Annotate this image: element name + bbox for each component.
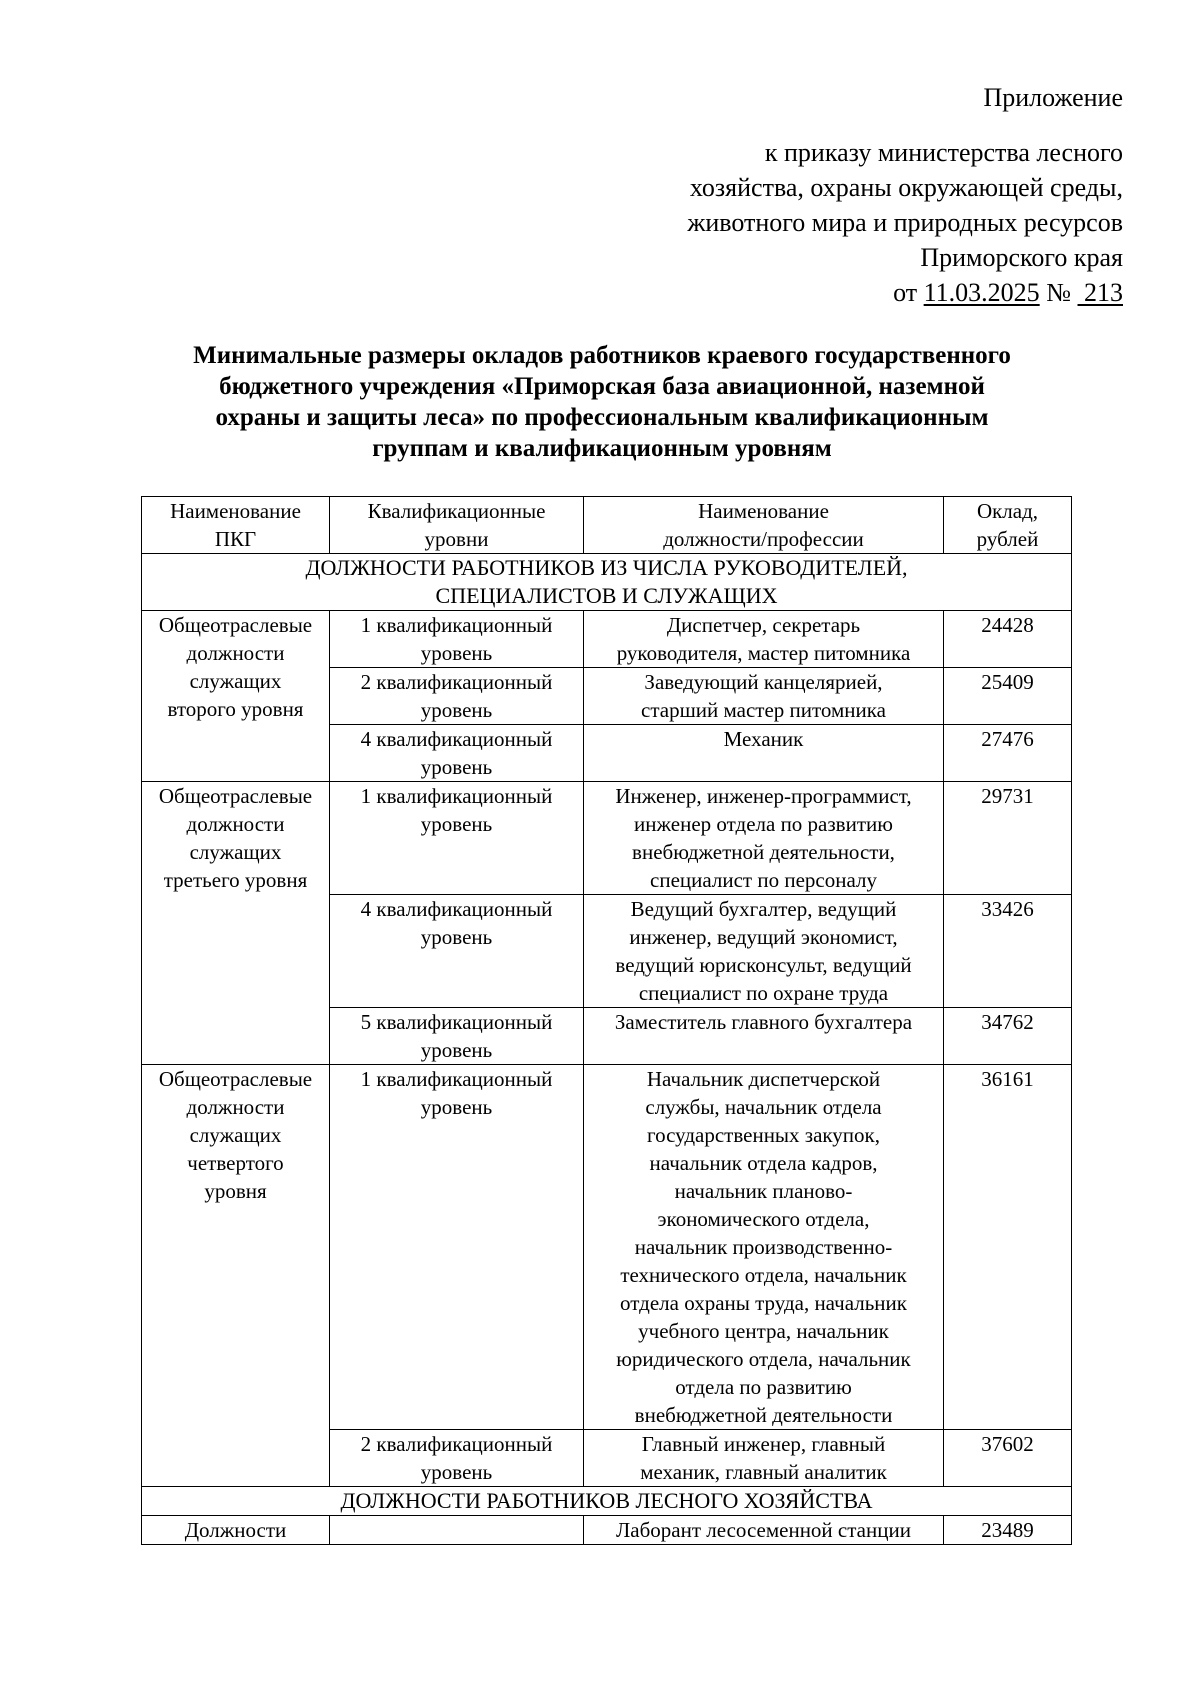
salary-cell: 29731	[944, 782, 1072, 895]
level-cell: 1 квалификационный уровень	[330, 611, 584, 668]
order-line-2: хозяйства, охраны окружающей среды,	[689, 173, 1123, 202]
position-cell: Инженер, инженер-программист, инженер отдела по развитию внебюджетной деятельности, специалист по персоналу	[584, 782, 944, 895]
table-header-row	[142, 497, 1072, 554]
level-cell: 2 квалификационный уровень	[330, 1430, 584, 1487]
order-line-3: животного мира и природных ресурсов	[687, 208, 1123, 237]
title-line-4: группам и квалификационным уровням	[372, 435, 832, 462]
pkg-name: Общеотраслевые должности служащих второго уровня	[142, 611, 330, 782]
pkg-name: Общеотраслевые должности служащих третьего уровня	[142, 782, 330, 1065]
salary-cell: 33426	[944, 895, 1072, 1008]
position-cell: Лаборант лесосеменной станции	[584, 1516, 944, 1545]
section-row-forestry	[142, 1487, 1072, 1516]
title-line-2: бюджетного учреждения «Приморская база авиационной, наземной	[219, 373, 985, 400]
number-sign: №	[1046, 278, 1071, 307]
salary-cell: 25409	[944, 668, 1072, 725]
table-row	[142, 611, 1072, 668]
pkg-name: Должности	[142, 1516, 330, 1545]
pkg-name: Общеотраслевые должности служащих четвертого уровня	[142, 1065, 330, 1487]
level-cell	[330, 1516, 584, 1545]
order-line-4: Приморского края	[920, 243, 1123, 272]
header-pkg: Наименование ПКГ	[142, 497, 330, 554]
document-title	[140, 340, 1064, 464]
order-line-1: к приказу министерства лесного	[764, 138, 1123, 167]
salary-cell: 37602	[944, 1430, 1072, 1487]
salary-cell: 36161	[944, 1065, 1072, 1430]
position-cell: Механик	[584, 725, 944, 782]
table-row	[142, 1065, 1072, 1430]
table-row	[142, 1516, 1072, 1545]
position-cell: Ведущий бухгалтер, ведущий инженер, ведущий экономист, ведущий юрисконсульт, ведущий специалист по охране труда	[584, 895, 944, 1008]
section-row-managers	[142, 554, 1072, 611]
level-cell: 4 квалификационный уровень	[330, 725, 584, 782]
level-cell: 1 квалификационный уровень	[330, 782, 584, 895]
title-line-3: охраны и защиты леса» по профессиональным квалификационным	[215, 404, 989, 431]
document-header	[523, 80, 1123, 310]
level-cell: 4 квалификационный уровень	[330, 895, 584, 1008]
order-number: 213	[1084, 278, 1123, 307]
level-cell: 1 квалификационный уровень	[330, 1065, 584, 1430]
title-line-1: Минимальные размеры окладов работников краевого государственного	[193, 342, 1011, 369]
table-row	[142, 782, 1072, 895]
appendix-label: Приложение	[983, 83, 1123, 112]
salary-cell: 24428	[944, 611, 1072, 668]
salary-table	[141, 496, 1072, 1545]
salary-cell: 27476	[944, 725, 1072, 782]
date-prefix: от	[893, 278, 918, 307]
order-date: 11.03.2025	[923, 278, 1040, 307]
header-salary: Оклад, рублей	[944, 497, 1072, 554]
header-levels: Квалификационные уровни	[330, 497, 584, 554]
position-cell: Главный инженер, главный механик, главный аналитик	[584, 1430, 944, 1487]
level-cell: 2 квалификационный уровень	[330, 668, 584, 725]
order-date-line	[523, 275, 1123, 310]
position-cell: Заместитель главного бухгалтера	[584, 1008, 944, 1065]
position-cell: Заведующий канцелярией, старший мастер питомника	[584, 668, 944, 725]
position-cell: Начальник диспетчерской службы, начальник отдела государственных закупок, начальник отдела кадров, начальник планово- экономического отдела, начальник производственно- технического отдела, начальник отдела охраны труда, начальник учебного центра, начальник юридического отдела, начальник отдела по развитию внебюджетной деятельности	[584, 1065, 944, 1430]
header-position: Наименование должности/профессии	[584, 497, 944, 554]
section-title: ДОЛЖНОСТИ РАБОТНИКОВ ЛЕСНОГО ХОЗЯЙСТВА	[142, 1487, 1072, 1516]
salary-cell: 34762	[944, 1008, 1072, 1065]
salary-cell: 23489	[944, 1516, 1072, 1545]
section-title: ДОЛЖНОСТИ РАБОТНИКОВ ИЗ ЧИСЛА РУКОВОДИТЕЛЕЙ, СПЕЦИАЛИСТОВ И СЛУЖАЩИХ	[142, 554, 1072, 611]
level-cell: 5 квалификационный уровень	[330, 1008, 584, 1065]
position-cell: Диспетчер, секретарь руководителя, мастер питомника	[584, 611, 944, 668]
